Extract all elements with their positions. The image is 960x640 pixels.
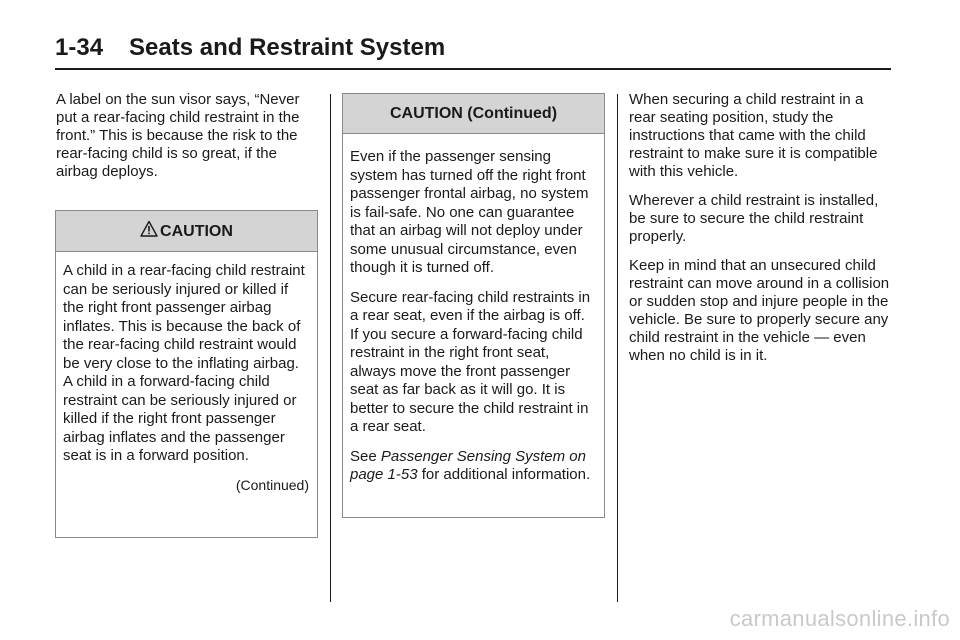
section-title: Seats and Restraint System (129, 34, 446, 61)
caution-continued-para-1: Even if the passenger sensing system has turned off the right front passenger frontal airbag, no system is fail-safe. No one can guarantee that an airbag will not deploy under some unusual circumstance, even though it is turned off. (350, 148, 589, 276)
column-3 (629, 91, 891, 376)
column-3-para-1: When securing a child restraint in a rear seating position, study the instructions that came with the child restraint to make sure it is compatible with this vehicle. (629, 91, 878, 180)
warning-icon (140, 220, 158, 238)
column-3-para-2: Wherever a child restraint is installed, be sure to secure the child restraint properly. (629, 192, 879, 245)
caution-label: CAUTION (160, 223, 233, 240)
continued-label: (Continued) (235, 476, 309, 493)
intro-paragraph: A label on the sun visor says, “Never put a rear-facing child restraint in the front.” This is because the risk to the rear-facing child is so great, if the airbag deploys. (56, 91, 300, 180)
column-3-para-3: Keep in mind that an unsecured child restraint can move around in a collision or sudden stop and injure people in the vehicle. Be sure to properly secure any child restraint in the vehicle — even when no child is in it. (629, 257, 890, 364)
reference-link[interactable]: Passenger Sensing System on page 1-53 (350, 447, 586, 483)
watermark: carmanualsonline.info (729, 606, 950, 631)
column-1 (56, 91, 318, 192)
reference-suffix: for additional information. (421, 466, 591, 483)
caution-continued-para-2: Secure rear-facing child restraints in a rear seat, even if the airbag is off. If you secure a forward-facing child restraint in the right front seat, always move the front passenger seat as far back as it will go. It is better to secure the child restraint in a rear seat. (350, 288, 591, 435)
caution-body (56, 252, 317, 494)
column-divider-1 (330, 94, 331, 602)
caution-heading (56, 211, 317, 252)
page-header (55, 30, 891, 70)
caution-text: A child in a rear-facing child restraint can be seriously injured or killed if the right front passenger airbag inflates. This is because the back of the rear-facing child restraint would be very close to the inflating airbag. A child in a forward-facing child restraint can be seriously injured or killed if the right front passenger airbag inflates and the passenger seat is in a forward position. (63, 262, 305, 464)
reference-prefix: See (350, 447, 377, 465)
column-divider-2 (617, 94, 618, 602)
caution-continued-heading: CAUTION (Continued) (343, 94, 604, 134)
caution-continued-reference (350, 448, 596, 485)
page-number: 1-34 (55, 34, 104, 61)
caution-continued-body (343, 134, 604, 485)
caution-continued-box (342, 93, 605, 518)
caution-box (55, 210, 318, 538)
